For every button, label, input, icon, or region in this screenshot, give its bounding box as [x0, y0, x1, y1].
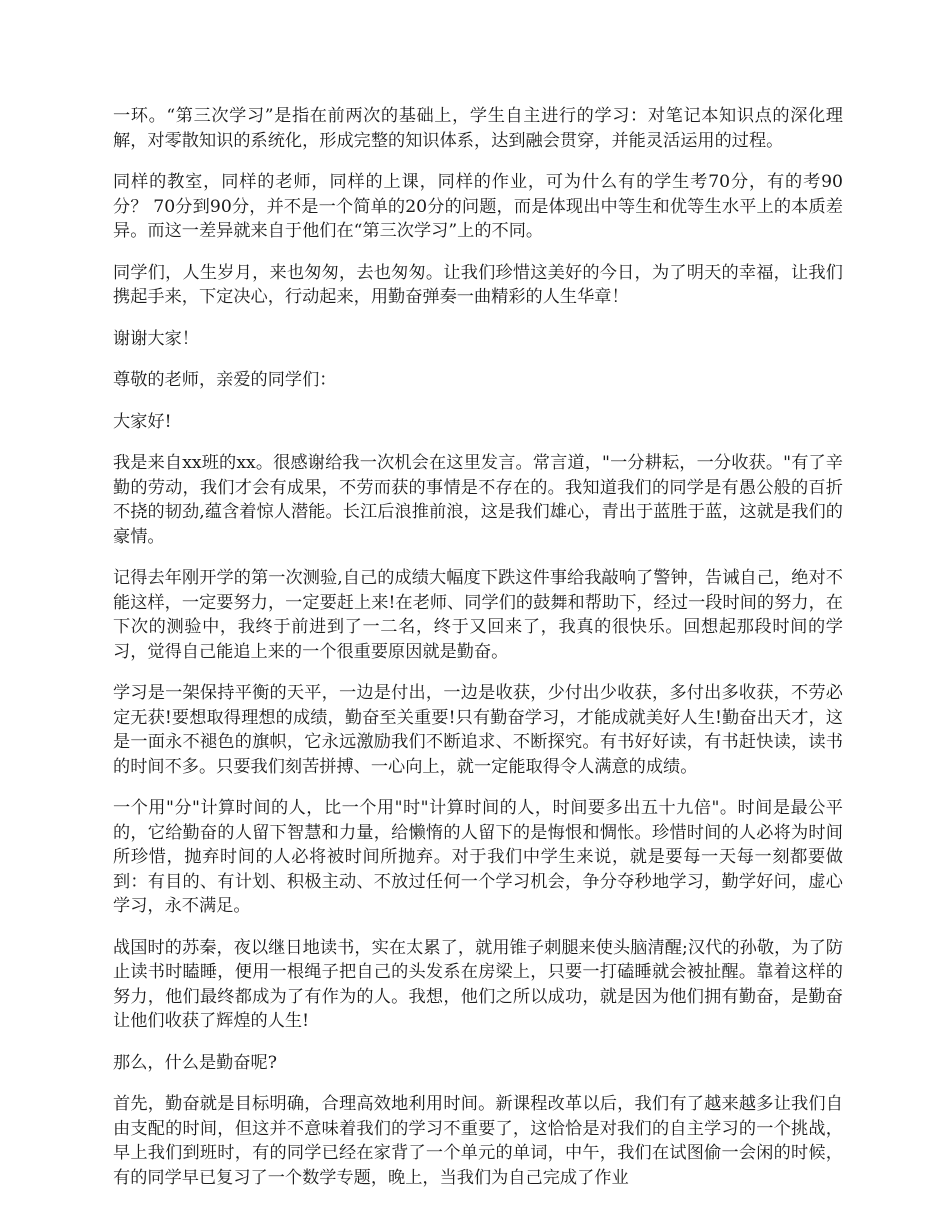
- paragraph-introduction: 我是来自xx班的xx。很感谢给我一次机会在这里发言。常言道，"一分耕耘，一分收获。"有了辛勤的劳动，我们才会有成果，不劳而获的事情是不存在的。我知道我们的同学是有愚公般的百折不挠的韧劲,蕴含着惊人潜能。长江后浪推前浪，这是我们雄心，青出于蓝胜于蓝，这就是我们的豪情。: [113, 453, 843, 547]
- paragraph-time-value: 一个用"分"计算时间的人，比一个用"时"计算时间的人，时间要多出五十九倍"。时间是最公平的，它给勤奋的人留下智慧和力量，给懒惰的人留下的是悔恨和惆怅。珍惜时间的人必将为时间所珍惜，抛弃时间的人必将被时间所抛弃。对于我们中学生来说，就是要每一天每一刻都要做到：有目的、有计划、积极主动、不放过任何一个学习机会，争分夺秒地学习，勤学好问，虚心学习，永不满足。: [113, 798, 843, 916]
- paragraph-greeting: 大家好!: [113, 411, 172, 432]
- paragraph-historical-examples: 战国时的苏秦，夜以继日地读书，实在太累了，就用锥子刺腿来使头脑清醒;汉代的孙敬，为了防止读书时瞌睡，便用一根绳子把自己的头发系在房梁上，只要一打磕睡就会被扯醒。靠着这样的努力，他们最终都成为了有作为的人。我想，他们之所以成功，就是因为他们拥有勤奋，是勤奋让他们收获了辉煌的人生!: [113, 937, 843, 1031]
- paragraph-question: 那么，什么是勤奋呢?: [113, 1052, 277, 1073]
- paragraph-thanks: 谢谢大家！: [113, 328, 199, 349]
- paragraph-score-difference: 同样的教室，同样的老师，同样的上课，同样的作业，可为什么有的学生考70分，有的考90分？ 70分到90分，并不是一个简单的20分的问题，而是体现出中等生和优等生水平上的本质差异。而这一差异就来自于他们在“第三次学习”上的不同。: [113, 172, 844, 241]
- paragraph-first-point: 首先，勤奋就是目标明确，合理高效地利用时间。新课程改革以后，我们有了越来越多让我们自由支配的时间，但这并不意味着我们的学习不重要了，这恰恰是对我们的自主学习的一个挑战，早上我们到班时，有的同学已经在家背了一个单元的单词，中午，我们在试图偷一会闲的时候，有的同学早已复习了一个数学专题，晚上，当我们为自己完成了作业: [113, 1094, 843, 1188]
- document-body: [113, 104, 843, 1207]
- paragraph-third-study: 一环。“第三次学习”是指在前两次的基础上，学生自主进行的学习：对笔记本知识点的深化理解，对零散知识的系统化，形成完整的知识体系，达到融会贯穿，并能灵活运用的过程。: [113, 106, 843, 151]
- paragraph-salutation: 尊敬的老师，亲爱的同学们：: [113, 370, 337, 390]
- paragraph-closing-appeal: 同学们，人生岁月，来也匆匆，去也匆匆。让我们珍惜这美好的今日，为了明天的幸福，让我们携起手来，下定决心，行动起来，用勤奋弹奏一曲精彩的人生华章！: [113, 262, 843, 307]
- paragraph-first-test: 记得去年刚开学的第一次测验,自己的成绩大幅度下跌这件事给我敲响了警钟，告诫自己，绝对不能这样，一定要努力，一定要赶上来!在老师、同学们的鼓舞和帮助下，经过一段时间的努力，在下次的测验中，我终于前进到了一二名，终于又回来了，我真的很快乐。回想起那段时间的学习，觉得自己能追上来的一个很重要原因就是勤奋。: [113, 568, 843, 662]
- paragraph-balance: 学习是一架保持平衡的天平，一边是付出，一边是收获，少付出少收获，多付出多收获，不劳必定无获!要想取得理想的成绩，勤奋至关重要!只有勤奋学习，才能成就美好人生!勤奋出天才，这是一面永不褪色的旗帜，它永远激励我们不断追求、不断探究。有书好好读，有书赶快读，读书的时间不多。只要我们刻苦拼搏、一心向上，就一定能取得令人满意的成绩。: [113, 683, 843, 777]
